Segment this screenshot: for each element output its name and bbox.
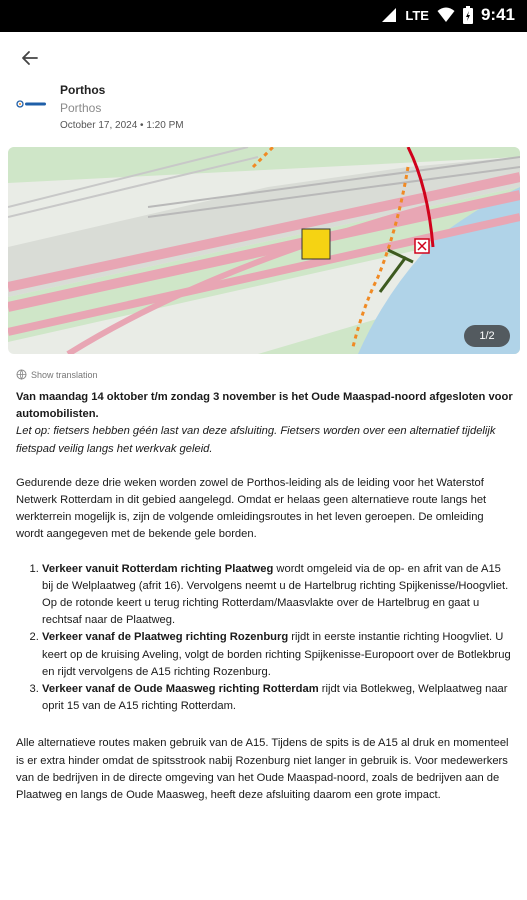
intro-bold: Van maandag 14 oktober t/m zondag 3 november is het Oude Maaspad-noord afgesloten voor automobilisten. xyxy=(16,391,513,421)
route-title: Verkeer vanuit Rotterdam richting Plaatweg xyxy=(42,562,274,575)
translate-icon xyxy=(16,369,27,380)
show-translation-button[interactable] xyxy=(16,369,98,380)
arrow-left-icon xyxy=(16,44,44,72)
route-title: Verkeer vanaf de Oude Maasweg richting Rotterdam xyxy=(42,683,319,696)
post-content xyxy=(16,389,514,821)
author-avatar[interactable] xyxy=(16,96,48,112)
paragraph-2: Alle alternatieve routes maken gebruik van de A15. Tijdens de spits is de A15 al druk en momenteel is er extra hinder omdat de spitsstrook nabij Rozenburg niet langer in gebruik is. Voor medewerkers van de bedrijven in de directe omgeving van het Oude Maaspad-noord, zoals de bedrijven aan de Plaatweg en langs de Oude Maasweg, heeft deze afsluiting daarom een grote impact. xyxy=(16,737,509,802)
route-text: rijdt via Botlekweg, Welplaatweg naar oprit 15 van de A15 richting Rotterdam. xyxy=(42,683,508,713)
intro-italic: Let op: fietsers hebben géén last van deze afsluiting. Fietsers worden over een alternatief tijdelijk fietspad veilig langs het werkvak geleid. xyxy=(16,425,496,455)
route-text: wordt omgeleid via de op- en afrit van de A15 bij de Welplaatweg (afrit 16). Vervolgens neemt u de Hartelbrug richting Spijkenisse/Hoogvliet. Op de rotonde keert u terug richting Rotterdam/Maasvlakte over de Hartelbrug en gaat u rechtsaf naar de Plaatweg. xyxy=(42,562,509,627)
network-type: LTE xyxy=(405,7,429,23)
show-translation-label: Show translation xyxy=(31,369,98,380)
clock: 9:41 xyxy=(480,5,515,24)
list-item xyxy=(42,629,514,681)
status-icons xyxy=(381,5,515,25)
post-image-map[interactable] xyxy=(8,147,520,354)
list-item xyxy=(42,561,514,630)
signal-icon xyxy=(381,7,397,23)
author-subtitle: Porthos xyxy=(60,101,102,115)
author-name[interactable]: Porthos xyxy=(60,83,106,97)
porthos-logo-icon xyxy=(16,96,48,112)
route-title: Verkeer vanaf de Plaatweg richting Rozenburg xyxy=(42,631,289,644)
paragraph-1: Gedurende deze drie weken worden zowel de Porthos-leiding als de leiding voor het Waterstof Netwerk Rotterdam in dit gebied aangelegd. Omdat er helaas geen alternatieve route langs het werkterrein mogelijk is, zijn de volgende omleidingsroutes in het leven geroepen. De omleiding wordt aangegeven met de bekende gele borden. xyxy=(16,476,487,541)
routes-list xyxy=(16,561,514,716)
back-button[interactable] xyxy=(16,44,44,72)
status-bar xyxy=(0,0,527,32)
image-counter[interactable]: 1/2 xyxy=(464,325,510,347)
wifi-icon xyxy=(437,7,455,23)
post-date: October 17, 2024 • 1:20 PM xyxy=(60,120,184,131)
battery-icon xyxy=(463,6,473,24)
map-illustration xyxy=(8,147,520,354)
route-text: rijdt in eerste instantie richting Hoogvliet. U keert op de kruising Aveling, volgt de borden richting Spijkenisse-Europoort over de Botlekbrug en rijdt vervolgens de A15 richting Rozenburg. xyxy=(42,631,511,678)
list-item xyxy=(42,681,514,715)
